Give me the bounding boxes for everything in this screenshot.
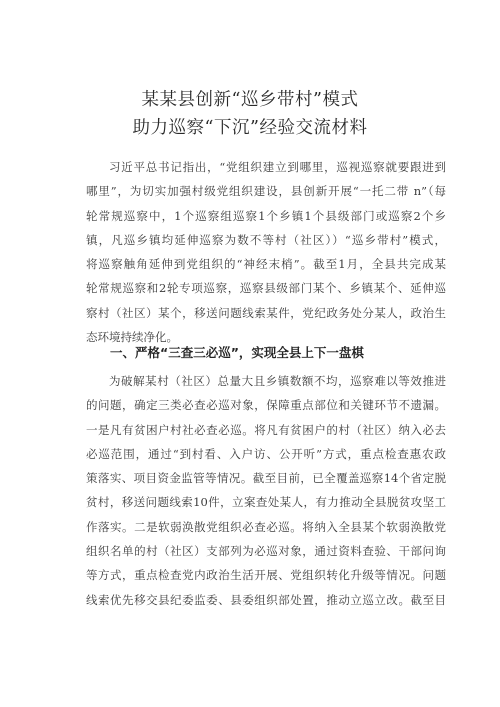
text-line: 策落实、项目资金监管等情况。截至目前，已全覆盖巡察14个省定脱 [86, 471, 446, 486]
document-title-line-1: 某某县创新“巡乡带村”模式 [141, 90, 359, 110]
text-line: 将巡察触角延伸到党组织的“神经末梢”。截至1月，全县共完成某 [86, 257, 446, 272]
text-line: 贫村，移送问题线索10件，立案查处某人，有力推动全县脱贫攻坚工 [86, 495, 446, 510]
text-line: 一是凡有贫困户村社必查必巡。将凡有贫困户的村（社区）纳入必去 [86, 422, 446, 437]
text-line: 组织名单的村（社区）支部列为必巡对象，通过资料查验、干部问询 [86, 544, 446, 559]
text-line: 线索优先移交县纪委监委、县委组织部处置，推动立巡立改。截至目 [86, 592, 446, 607]
text-line: 等方式，重点检查党内政治生活开展、党组织转化升级等情况。问题 [86, 568, 446, 583]
text-line: 为破解某村（社区）总量大且乡镇数额不均，巡察难以等效推进 [109, 374, 446, 388]
section-1-heading: 一、严格“三查三必巡”，实现全县上下一盘棋 [110, 345, 364, 360]
document-title-line-2: 助力巡察“下沉”经验交流材料 [132, 118, 368, 138]
text-line: 态环境持续净化。 [86, 330, 178, 345]
text-line: 察村（社区）某个，移送问题线索某件，党纪政务处分某人，政治生 [86, 305, 446, 320]
text-line: 轮常规巡察和2轮专项巡察，巡察县级部门某个、乡镇某个、延伸巡 [86, 281, 446, 296]
intro-paragraph [86, 155, 446, 349]
text-line: 镇，凡巡乡镇均延伸巡察为数不等村（社区））“巡乡带村”模式， [86, 232, 446, 247]
section-1-paragraph [86, 369, 446, 612]
text-line: 习近平总书记指出，“党组织建立到哪里，巡视巡察就要跟进到 [109, 160, 446, 174]
text-line: 必巡范围，通过“到村看、入户访、公开听”方式，重点检查惠农政 [86, 446, 446, 461]
text-line: 作落实。二是软弱涣散党组织必查必巡。将纳入全县某个软弱涣散党 [86, 519, 446, 534]
text-line: 的问题，确定三类必查必巡对象，保障重点部位和关键环节不遗漏。 [86, 398, 446, 413]
text-line: 轮常规巡察中，1个巡察组巡察1个乡镇1个县级部门或巡察2个乡 [86, 208, 446, 223]
text-line: 哪里”，为切实加强村级党组织建设，县创新开展“一托二带 n”（每 [86, 184, 446, 199]
